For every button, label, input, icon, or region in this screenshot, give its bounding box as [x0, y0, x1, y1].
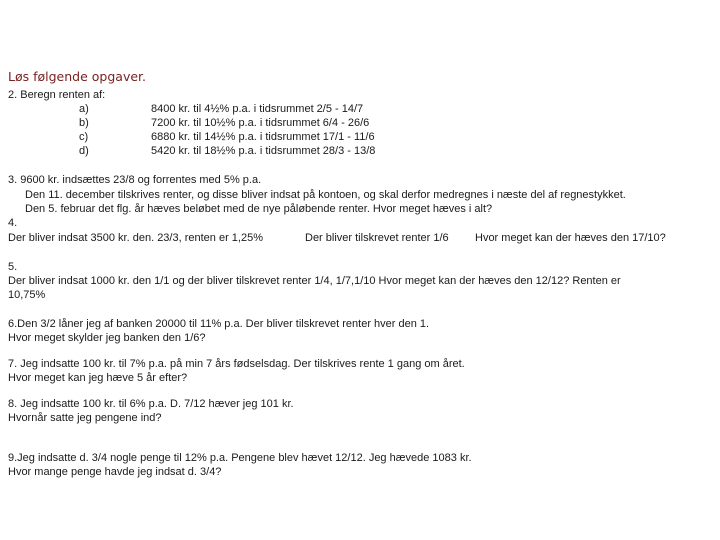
task-5-number: 5. [8, 261, 18, 273]
task-2b-label: b) [79, 117, 89, 129]
task-8-line-1: 8. Jeg indsatte 100 kr. til 6% p.a. D. 7/12 hæver jeg 101 kr. [8, 398, 294, 410]
task-2a-label: a) [79, 103, 89, 115]
task-3-line-3: Den 5. februar det flg. år hæves beløbet med de nye påløbende renter. Hvor meget hæves i alt? [25, 203, 493, 215]
task-9-line-1: 9.Jeg indsatte d. 3/4 nogle penge til 12% p.a. Pengene blev hævet 12/12. Jeg hævede 1083 kr. [8, 452, 472, 464]
task-4-number: 4. [8, 217, 18, 229]
task-2b-text: 7200 kr. til 10½% p.a. i tidsrummet 6/4 - 26/6 [151, 117, 370, 129]
task-3-line-2: Den 11. december tilskrives renter, og disse bliver indsat på kontoen, og skal derfor medregnes i næste del af regnestykket. [25, 189, 626, 201]
task-7-line-2: Hvor meget kan jeg hæve 5 år efter? [8, 372, 188, 384]
task-4-part-2: Der bliver tilskrevet renter 1/6 [305, 232, 449, 244]
task-9-line-2: Hvor mange penge havde jeg indsat d. 3/4? [8, 466, 222, 478]
task-2d-label: d) [79, 145, 89, 157]
task-4-part-1: Der bliver indsat 3500 kr. den. 23/3, renten er 1,25% [8, 232, 263, 244]
task-6-line-2: Hvor meget skylder jeg banken den 1/6? [8, 332, 206, 344]
task-6-line-1: 6.Den 3/2 låner jeg af banken 20000 til 11% p.a. Der bliver tilskrevet renter hver den 1. [8, 318, 430, 330]
task-2-heading: 2. Beregn renten af: [8, 89, 106, 101]
task-2c-label: c) [79, 131, 89, 143]
task-2a-text: 8400 kr. til 4½% p.a. i tidsrummet 2/5 - 14/7 [151, 103, 364, 115]
task-2d-text: 5420 kr. til 18½% p.a. i tidsrummet 28/3 - 13/8 [151, 145, 376, 157]
task-3-line-1: 3. 9600 kr. indsættes 23/8 og forrentes med 5% p.a. [8, 174, 262, 186]
task-5-line-1: Der bliver indsat 1000 kr. den 1/1 og der bliver tilskrevet renter 1/4, 1/7,1/10 Hvor meget kan der hæves den 12/12? Renten er [8, 275, 621, 287]
task-8-line-2: Hvornår satte jeg pengene ind? [8, 412, 162, 424]
page-title: Løs følgende opgaver. [8, 69, 146, 84]
task-2c-text: 6880 kr. til 14½% p.a. i tidsrummet 17/1 - 11/6 [151, 131, 375, 143]
task-4-part-3: Hvor meget kan der hæves den 17/10? [475, 232, 666, 244]
task-7-line-1: 7. Jeg indsatte 100 kr. til 7% p.a. på min 7 års fødselsdag. Der tilskrives rente 1 gang om året. [8, 358, 465, 370]
task-5-line-2: 10,75% [8, 289, 46, 301]
